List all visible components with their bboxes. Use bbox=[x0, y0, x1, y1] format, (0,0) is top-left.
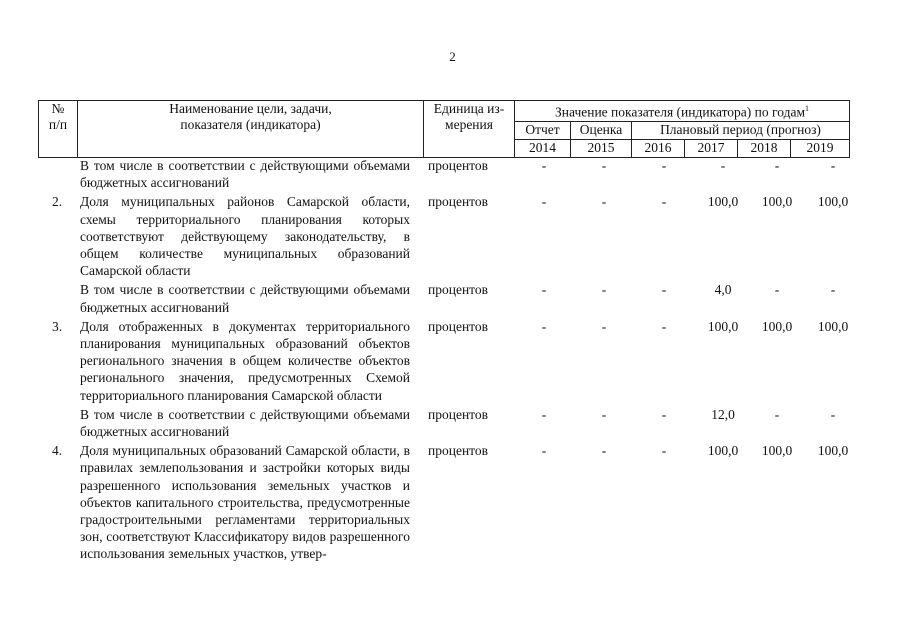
value-2018: 100,0 bbox=[761, 318, 793, 334]
value-2016: - bbox=[661, 282, 667, 298]
value-2019: 100,0 bbox=[817, 443, 849, 459]
table-row bbox=[38, 193, 858, 279]
value-2015: - bbox=[601, 158, 607, 173]
value-2014: - bbox=[541, 318, 547, 334]
value-2015: - bbox=[601, 194, 607, 210]
header-year: 2019 bbox=[791, 139, 850, 157]
value-2014: - bbox=[541, 443, 547, 459]
header-year: 2015 bbox=[571, 139, 632, 157]
value-2019: - bbox=[830, 406, 836, 422]
header-name: Наименование цели, задачи, показателя (индикатора) bbox=[78, 101, 424, 158]
value-2018: - bbox=[774, 406, 780, 422]
table-row bbox=[38, 157, 858, 191]
table-row bbox=[38, 442, 858, 562]
value-2016: - bbox=[661, 443, 667, 459]
table-row bbox=[38, 406, 858, 440]
value-2016: - bbox=[661, 194, 667, 210]
value-2015: - bbox=[601, 282, 607, 298]
value-2017: 4,0 bbox=[714, 282, 732, 298]
header-value-group-text: Значение показателя (индикатора) по годам bbox=[555, 104, 805, 120]
row-number: 3. bbox=[51, 318, 63, 334]
header-unit: Единица из- мерения bbox=[424, 101, 515, 158]
unit: процентов bbox=[428, 194, 489, 210]
indicator-name: В том числе в соответствии с действующими объемами бюджетных ассигнований bbox=[80, 158, 410, 191]
header-year: 2018 bbox=[738, 139, 791, 157]
value-2016: - bbox=[661, 158, 667, 173]
indicator-name: Доля муниципальных образований Самарской области, в правилах землепользования и застройки которых виды разрешенного использования земельных участков и объектов капитального строительства, предусмотренные градостроительными регламентами территориальных зон, соответствуют Классификатору видов разрешенного использования земельных участков, утвер- bbox=[80, 443, 410, 562]
indicator-name: Доля отображенных в документах территориального планирования муниципальных образований объектов регионального значения в общем количестве объектов регионального значения, предусмотренных Схемой территориального планирования Самарской области bbox=[80, 318, 410, 403]
value-2015: - bbox=[601, 406, 607, 422]
value-2014: - bbox=[541, 406, 547, 422]
table-row bbox=[38, 281, 858, 315]
value-2014: - bbox=[541, 158, 547, 173]
unit: процентов bbox=[428, 443, 489, 459]
page-number: 2 bbox=[449, 49, 456, 64]
indicator-table-header bbox=[38, 100, 850, 158]
value-2019: 100,0 bbox=[817, 194, 849, 210]
value-2017: 12,0 bbox=[711, 406, 735, 422]
header-year: 2016 bbox=[632, 139, 685, 157]
unit: процентов bbox=[428, 406, 489, 422]
header-value-group bbox=[515, 101, 850, 122]
value-2017: 100,0 bbox=[707, 443, 739, 459]
indicator-name: Доля муниципальных районов Самарской области, схемы территориального планирования которых соответствуют действующему законодательству, в общем количестве муниципальных образований Самарской области bbox=[80, 194, 410, 279]
value-2018: - bbox=[774, 282, 780, 298]
value-2017: - bbox=[720, 158, 726, 173]
header-year: 2014 bbox=[515, 139, 571, 157]
indicator-name: В том числе в соответствии с действующими объемами бюджетных ассигнований bbox=[80, 406, 410, 440]
value-2014: - bbox=[541, 194, 547, 210]
value-2017: 100,0 bbox=[707, 318, 739, 334]
value-2018: 100,0 bbox=[761, 443, 793, 459]
value-2014: - bbox=[541, 282, 547, 298]
value-2019: 100,0 bbox=[817, 318, 849, 334]
indicator-name: В том числе в соответствии с действующими объемами бюджетных ассигнований bbox=[80, 282, 410, 315]
header-num: № п/п bbox=[39, 101, 78, 158]
footnote-mark: 1 bbox=[804, 104, 809, 113]
row-number: 2. bbox=[51, 194, 63, 210]
value-2016: - bbox=[661, 318, 667, 334]
value-2018: - bbox=[774, 158, 780, 173]
unit: процентов bbox=[428, 318, 489, 334]
value-2019: - bbox=[830, 158, 836, 173]
unit: процентов bbox=[428, 282, 489, 298]
header-year: 2017 bbox=[685, 139, 738, 157]
value-2015: - bbox=[601, 443, 607, 459]
value-2015: - bbox=[601, 318, 607, 334]
header-report: Отчет bbox=[515, 121, 571, 139]
value-2019: - bbox=[830, 282, 836, 298]
header-plan-period: Плановый период (прогноз) bbox=[632, 121, 850, 139]
row-number: 4. bbox=[51, 443, 63, 459]
header-estimate: Оценка bbox=[571, 121, 632, 139]
table-row bbox=[38, 318, 858, 404]
value-2018: 100,0 bbox=[761, 194, 793, 210]
value-2016: - bbox=[661, 406, 667, 422]
value-2017: 100,0 bbox=[707, 194, 739, 210]
indicator-table-body bbox=[38, 157, 858, 563]
unit: процентов bbox=[428, 158, 489, 173]
